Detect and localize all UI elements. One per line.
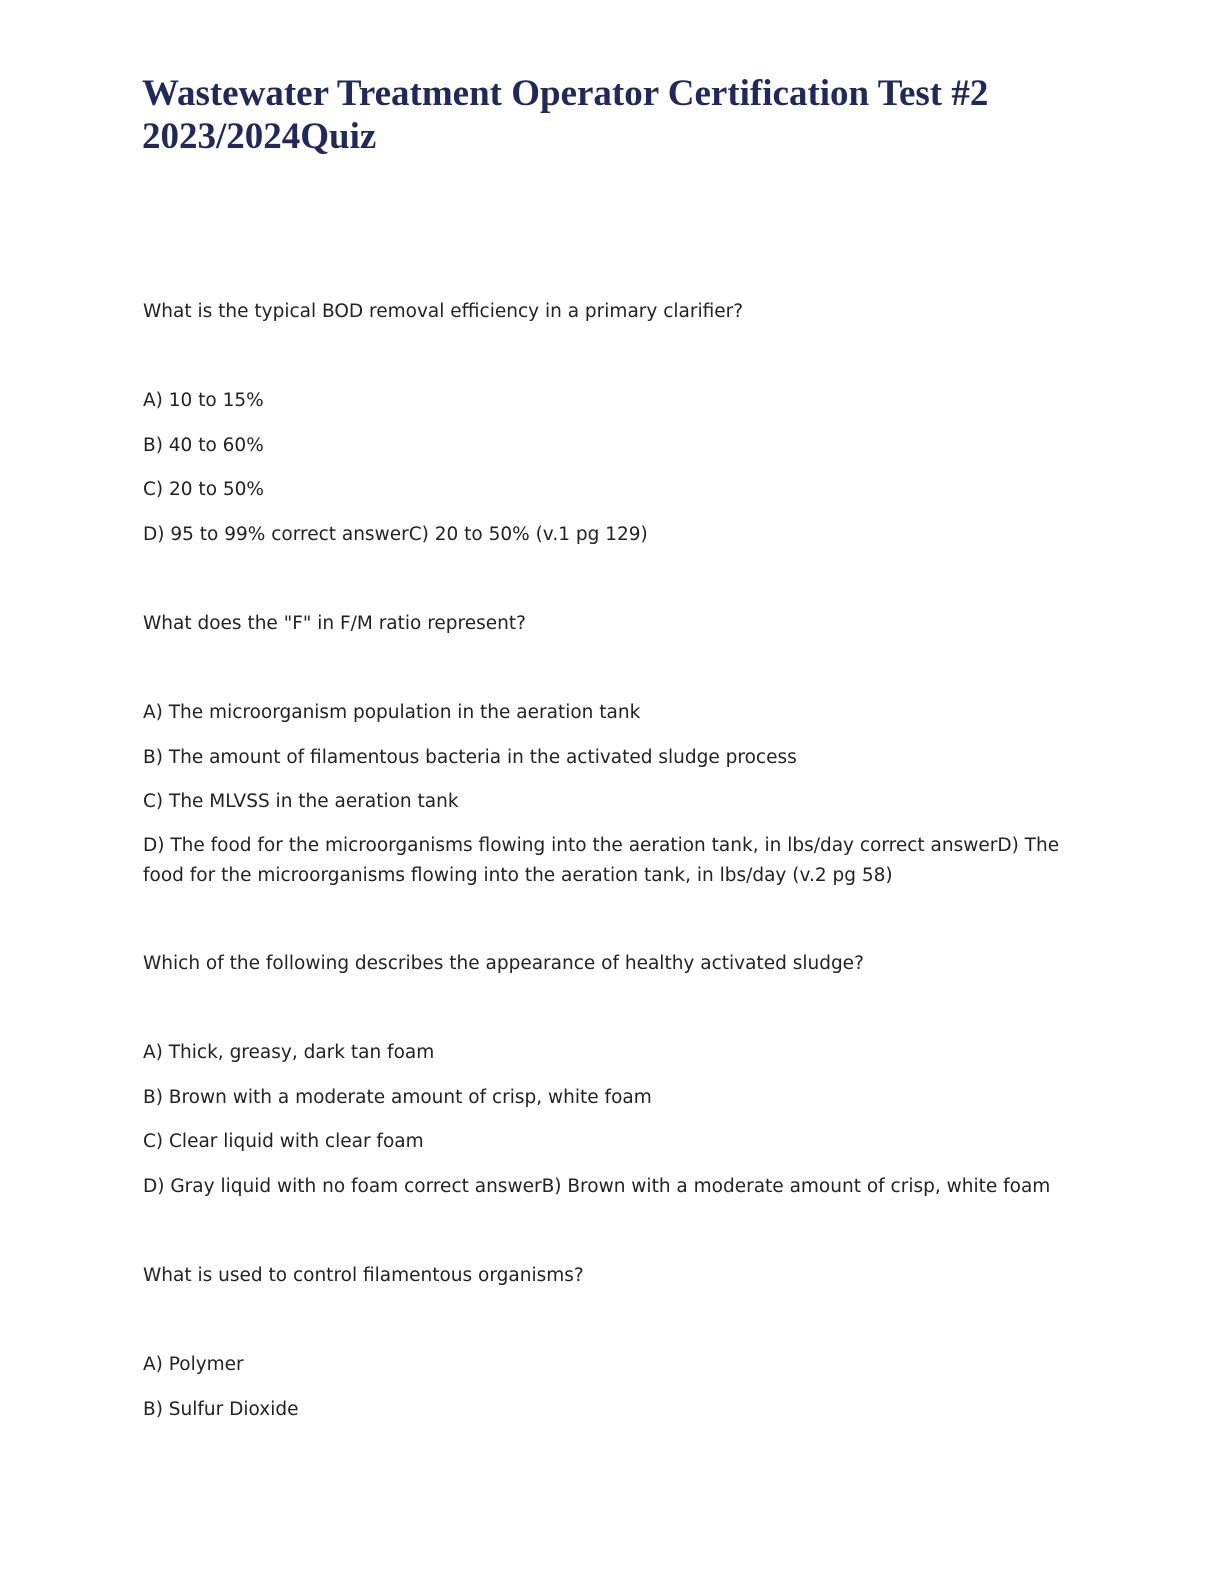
question-2-option-d: D) The food for the microorganisms flowing into the aeration tank, in lbs/day correct answerD) The food for the microorganisms flowing into the aeration tank, in lbs/day (v.2 pg 58) (143, 835, 1060, 886)
question-2-option-a: A) The microorganism population in the aeration tank (143, 702, 641, 723)
question-2-text: What does the "F" in F/M ratio represent? (143, 613, 526, 634)
question-1-option-a: A) 10 to 15% (143, 390, 264, 411)
question-3-option-d: D) Gray liquid with no foam correct answerB) Brown with a moderate amount of crisp, white foam (143, 1176, 1051, 1197)
question-4-option-a: A) Polymer (143, 1354, 244, 1375)
question-4-text: What is used to control filamentous organisms? (143, 1265, 584, 1286)
question-3-option-c: C) Clear liquid with clear foam (143, 1131, 424, 1152)
question-4-option-b: B) Sulfur Dioxide (143, 1399, 299, 1420)
document-title-line-2: 2023/2024Quiz (142, 116, 377, 157)
document-title (142, 72, 1102, 158)
question-1-text: What is the typical BOD removal efficiency in a primary clarifier? (143, 301, 744, 322)
question-2-option-c: C) The MLVSS in the aeration tank (143, 791, 459, 812)
question-1-option-c: C) 20 to 50% (143, 479, 265, 500)
question-1-option-d: D) 95 to 99% correct answerC) 20 to 50% (v.1 pg 129) (143, 524, 648, 545)
question-2-option-b: B) The amount of filamentous bacteria in the activated sludge process (143, 747, 797, 768)
question-3-option-b: B) Brown with a moderate amount of crisp, white foam (143, 1087, 652, 1108)
document-title-line-1: Wastewater Treatment Operator Certification Test #2 (142, 73, 989, 114)
question-3-text: Which of the following describes the appearance of healthy activated sludge? (143, 953, 864, 974)
question-1-option-b: B) 40 to 60% (143, 435, 264, 456)
question-3-option-a: A) Thick, greasy, dark tan foam (143, 1042, 435, 1063)
